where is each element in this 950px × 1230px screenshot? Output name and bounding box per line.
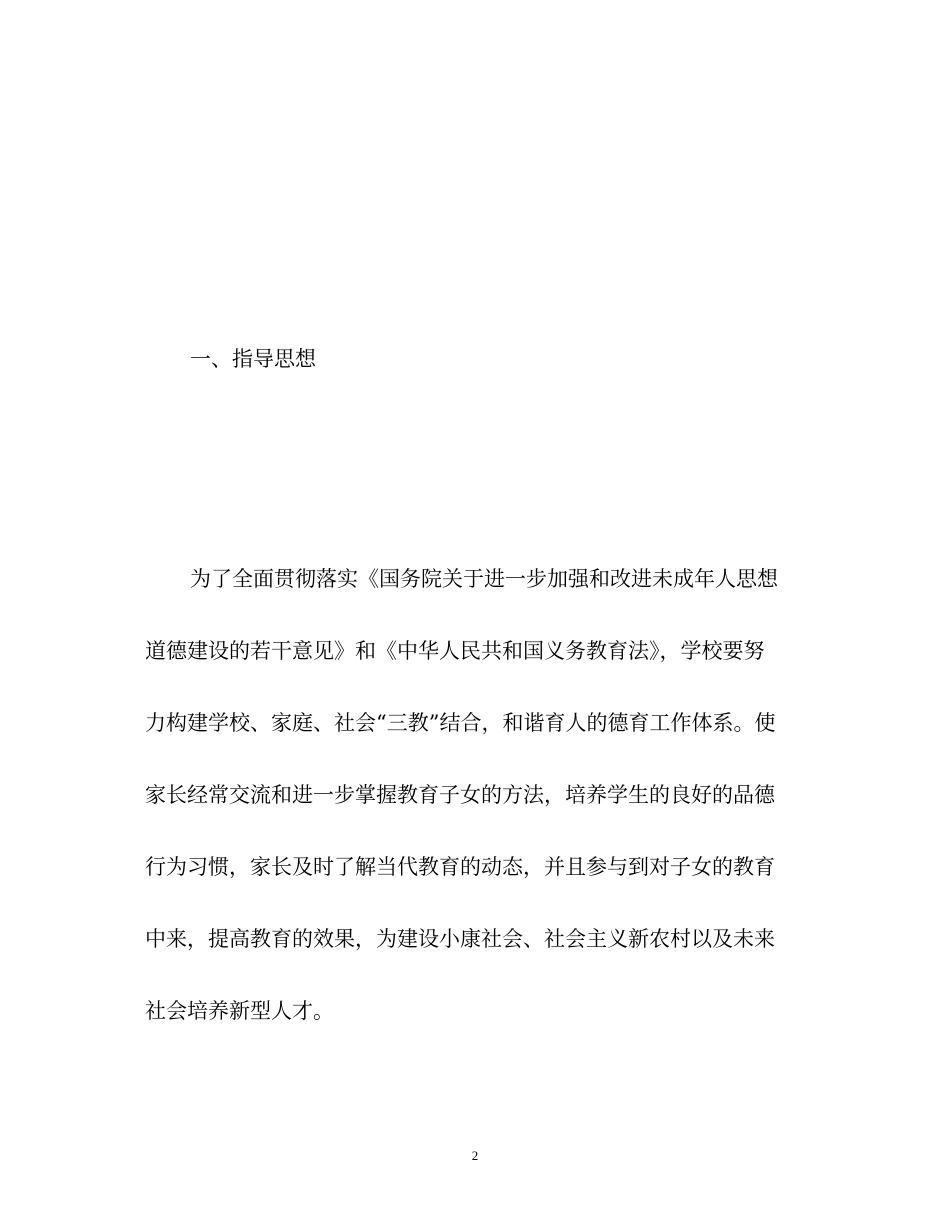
body-paragraph xyxy=(145,559,805,1063)
page-number: 2 xyxy=(471,1148,479,1163)
paragraph-line: 为了全面贯彻落实《国务院关于进一步加强和改进未成年人思想 xyxy=(190,567,778,591)
paragraph-line: 社会培养新型人才。 xyxy=(145,999,334,1023)
paragraph-line: 家长经常交流和进一步掌握教育子女的方法，培养学生的良好的品德 xyxy=(145,783,775,807)
paragraph-line: 行为习惯，家长及时了解当代教育的动态，并且参与到对子女的教育 xyxy=(145,855,775,879)
paragraph-line: 力构建学校、家庭、社会“三教”结合，和谐育人的德育工作体系。使 xyxy=(145,711,776,735)
paragraph-line: 道德建设的若干意见》和《中华人民共和国义务教育法》，学校要努 xyxy=(145,639,765,663)
paragraph-line: 中来，提高教育的效果，为建设小康社会、社会主义新农村以及未来 xyxy=(145,927,775,951)
section-heading: 一、指导思想 xyxy=(190,347,316,371)
